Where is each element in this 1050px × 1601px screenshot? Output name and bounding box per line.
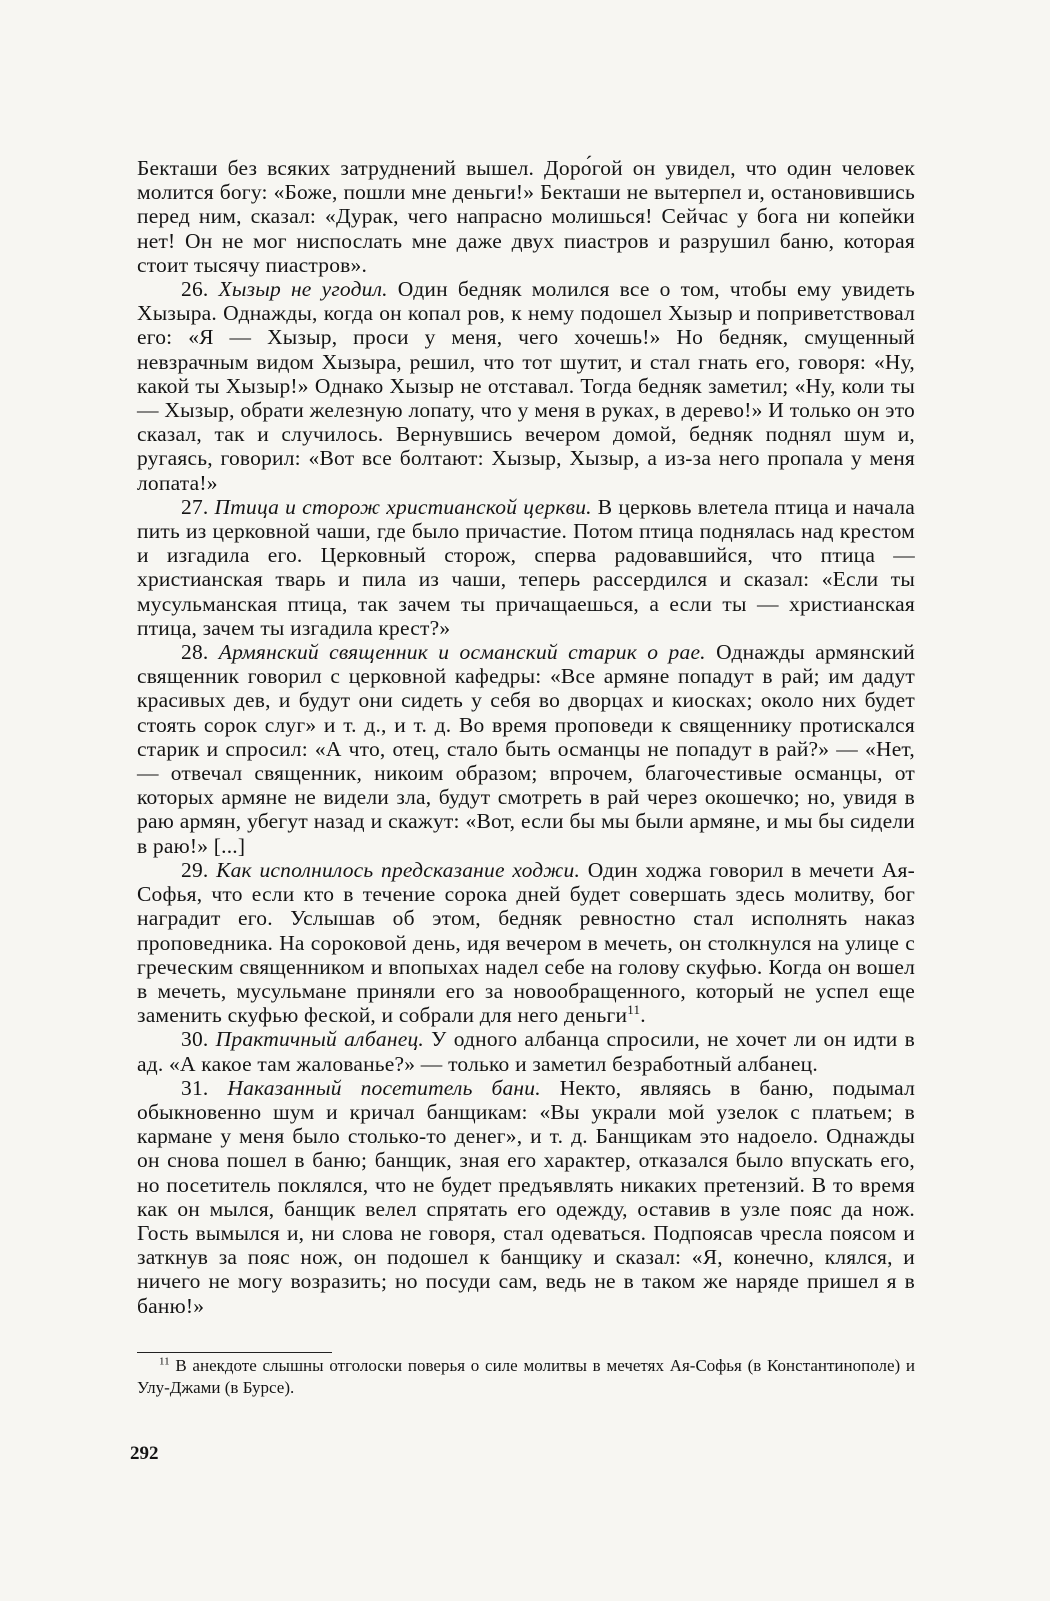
anecdote-31: [137, 1076, 915, 1318]
page-number: 292: [130, 1443, 159, 1464]
anecdote-27: [137, 495, 915, 640]
anecdote-28: [137, 640, 915, 858]
paragraph-text: Некто, являясь в баню, подымал обыкновенно шум и кричал банщикам: «Вы украли мой узелок с платьем; в кармане у меня было столько-то денег», и т. д. Банщикам это надоело. Однажды он снова пошел в баню; банщик, зная его характер, отказался было впускать его, но посетитель поклялся, что не будет предъявлять никаких претензий. В то время как он мылся, банщик велел спрятать его одежду, оставив в узле пояс да нож. Гость вымылся и, ни слова не говоря, стал одеваться. Подпоясав чресла поясом и заткнув за пояс нож, он подошел к банщику и сказал: «Я, конечно, клялся, и ничего не могу возразить; но посуди сам, ведь не в таком же наряде пришел я в баню!»: [137, 1075, 916, 1318]
anecdote-number: 27.: [181, 494, 209, 519]
anecdote-title: Птица и сторож христианской церкви.: [214, 494, 592, 519]
paragraph-text: Бекташи без всяких затруднений вышел. Доро́гой он увидел, что один человек молится богу: «Боже, пошли мне деньги!» Бекташи не вытерпел и, остановившись перед ним, сказал: «Дурак, чего напрасно молишься! Сейчас у бога ни копейки нет! Он не мог ниспослать мне даже двух пиастров и разрушил баню, которая стоит тысячу пиастров».: [137, 156, 915, 277]
footnote-reference[interactable]: 11: [627, 1001, 641, 1017]
footnote: [137, 1355, 915, 1399]
anecdote-number: 26.: [181, 277, 209, 302]
footnote-divider: [137, 1352, 332, 1353]
anecdote-number: 31.: [181, 1075, 209, 1100]
main-text: [137, 156, 915, 1318]
footnote-mark: 11: [159, 1355, 170, 1368]
anecdote-title: Практичный албанец.: [215, 1027, 424, 1052]
anecdote-number: 28.: [181, 640, 209, 665]
anecdote-title: Армянский священник и османский старик о рае.: [218, 640, 706, 665]
footnote-text: В анекдоте слышны отголоски поверья о силе молитвы в мечетях Ая-Софья (в Константинополе) и Улу-Джами (в Бурсе).: [137, 1356, 915, 1397]
paragraph-text: Один бедняк молился все о том, чтобы ему увидеть Хызыра. Однажды, когда он копал ров, к нему подошел Хызыр и поприветствовал его: «Я — Хызыр, проси у меня, чего хочешь!» Но бедняк, смущенный невзрачным видом Хызыра, решил, что тот шутит, и стал гнать его, говоря: «Ну, какой ты Хызыр!» Однако Хызыр не отставал. Тогда бедняк заметил; «Ну, коли ты — Хызыр, обрати железную лопату, что у меня в руках, в дерево!» И только он это сказал, так и случилось. Вернувшись вечером домой, бедняк поднял шум и, ругаясь, говорил: «Вот все болтают: Хызыр, Хызыр, а из-за него пропала у меня лопата!»: [137, 277, 916, 495]
anecdote-number: 29.: [181, 857, 209, 882]
paragraph-continuation: [137, 156, 915, 277]
paragraph-text: Однажды армянский священник говорил с церковной кафедры: «Все армяне попадут в рай; им дадут красивых дев, и будут они сидеть у себя во дворцах и киосках; около них будет стоять сорок слуг» и т. д., и т. д. Во время проповеди к священнику протискался старик и спросил: «А что, отец, стало быть османцы не попадут в рай?» — «Нет, — отвечал священник, никоим образом; впрочем, благочестивые османцы, от которых армяне не видели зла, будут смотреть в рай через окошечко; но, увидя в раю армян, убегут назад и скажут: «Вот, если бы мы были армяне, и мы бы сидели в раю!» [...]: [137, 640, 915, 858]
paragraph-text: Один ходжа говорил в мечети Ая-Софья, что если кто в течение сорока дней будет совершать здесь молитву, бог наградит его. Услышав об этом, бедняк ревностно стал исполнять наказ проповедника. На сороковой день, идя вечером в мечеть, он столкнулся на улице с греческим священником и впопыхах надел себе на голову скуфью. Когда он вошел в мечеть, мусульмане приняли его за новообращенного, который не успел еще заменить скуфью феской, и собрали для него деньги: [137, 857, 916, 1028]
anecdote-title: Как исполнилось предсказание ходжи.: [216, 857, 581, 882]
anecdote-title: Наказанный посетитель бани.: [227, 1075, 541, 1100]
anecdote-26: [137, 277, 915, 495]
anecdote-29: 29. Как исполнилось предсказание ходжи. Один ходжа говорил в мечети Ая-Софья, что если кто в течение сорока дней будет совершать здесь молитву, бог наградит его. Услышав об этом, бедняк ревностно стал исполнять наказ проповедника. На сороковой день, идя вечером в мечеть, он столкнулся на улице с греческим священником и впопыхах надел себе на голову скуфью. Когда он вошел в мечеть, мусульмане приняли его за новообращенного, который не успел еще заменить скуфью феской, и собрали для него деньги$^{11}$.: [137, 857, 916, 1028]
anecdote-number: 30.: [181, 1027, 209, 1052]
anecdote-title: Хызыр не угодил.: [218, 277, 388, 302]
paragraph-text: В церковь влетела птица и начала пить из церковной чаши, где было причастие. Потом птица поднялась над крестом и изгадила его. Церковный сторож, сперва радовавшийся, что птица — христианская тварь и пила из чаши, теперь рассердился и сказал: «Если ты мусульманская птица, так зачем ты причащаешься, а если ты — христианская птица, зачем ты изгадила крест?»: [137, 494, 915, 640]
paragraph-text: У одного албанца спросили, не хочет ли он идти в ад. «А какое там жалованье?» — только и заметил безработный албанец.: [137, 1027, 915, 1076]
anecdote-30: [137, 1027, 915, 1075]
